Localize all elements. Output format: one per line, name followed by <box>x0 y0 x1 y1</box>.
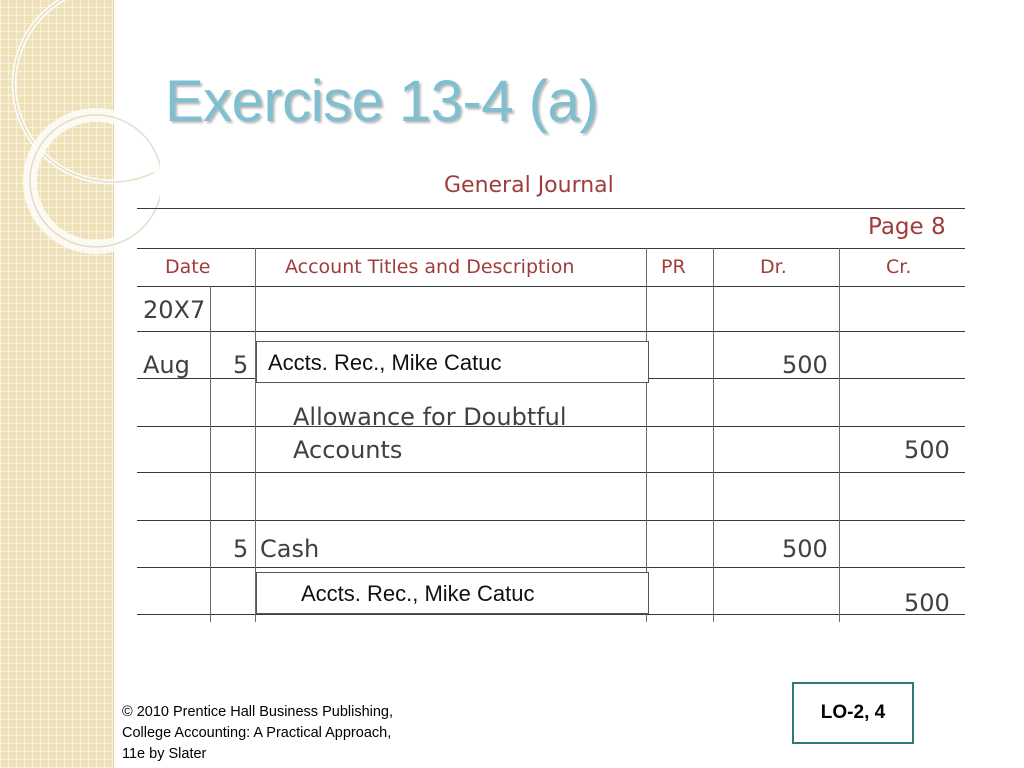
column-divider <box>839 248 840 622</box>
learning-objective-label: LO-2, 4 <box>820 702 886 723</box>
date-day-divider <box>210 286 211 622</box>
journal-rule <box>137 520 965 521</box>
copyright-footer: © 2010 Prentice Hall Business Publishing, College Accounting: A Practical Approach, 11e by Slater <box>122 704 394 762</box>
entry-debit: 500 <box>782 535 828 563</box>
entry-description: Allowance for Doubtful <box>293 403 567 431</box>
header-pr: PR <box>661 256 686 278</box>
journal-rule <box>137 286 965 287</box>
column-divider <box>646 248 647 622</box>
entry-day: 5 <box>233 351 249 379</box>
header-description: Account Titles and Description <box>285 256 575 278</box>
header-cr: Cr. <box>886 256 912 278</box>
journal-rule <box>137 567 965 568</box>
journal-rule <box>137 472 965 473</box>
journal-rule <box>137 248 965 249</box>
header-dr: Dr. <box>760 256 787 278</box>
entry-description: Cash <box>260 535 320 563</box>
column-divider <box>255 248 256 622</box>
page-number: Page 8 <box>868 214 946 240</box>
entry-month: Aug <box>143 351 190 379</box>
journal-rule <box>137 208 965 209</box>
entry-debit: 500 <box>782 351 828 379</box>
column-divider <box>713 248 714 622</box>
entry-description: Accounts <box>293 436 403 464</box>
journal-rule <box>137 614 965 615</box>
slide-title: Exercise 13-4 (a) <box>165 69 599 134</box>
entry-day: 5 <box>233 535 249 563</box>
header-date: Date <box>165 256 211 278</box>
journal-year: 20X7 <box>143 296 206 324</box>
journal-rule <box>137 331 965 332</box>
entry-credit: 500 <box>904 436 950 464</box>
overlay-textbox: Accts. Rec., Mike Catuc <box>256 341 649 383</box>
journal-title: General Journal <box>444 173 614 198</box>
entry-credit: 500 <box>904 589 950 617</box>
learning-objective-badge <box>792 682 914 744</box>
overlay-textbox: Accts. Rec., Mike Catuc <box>256 572 649 614</box>
